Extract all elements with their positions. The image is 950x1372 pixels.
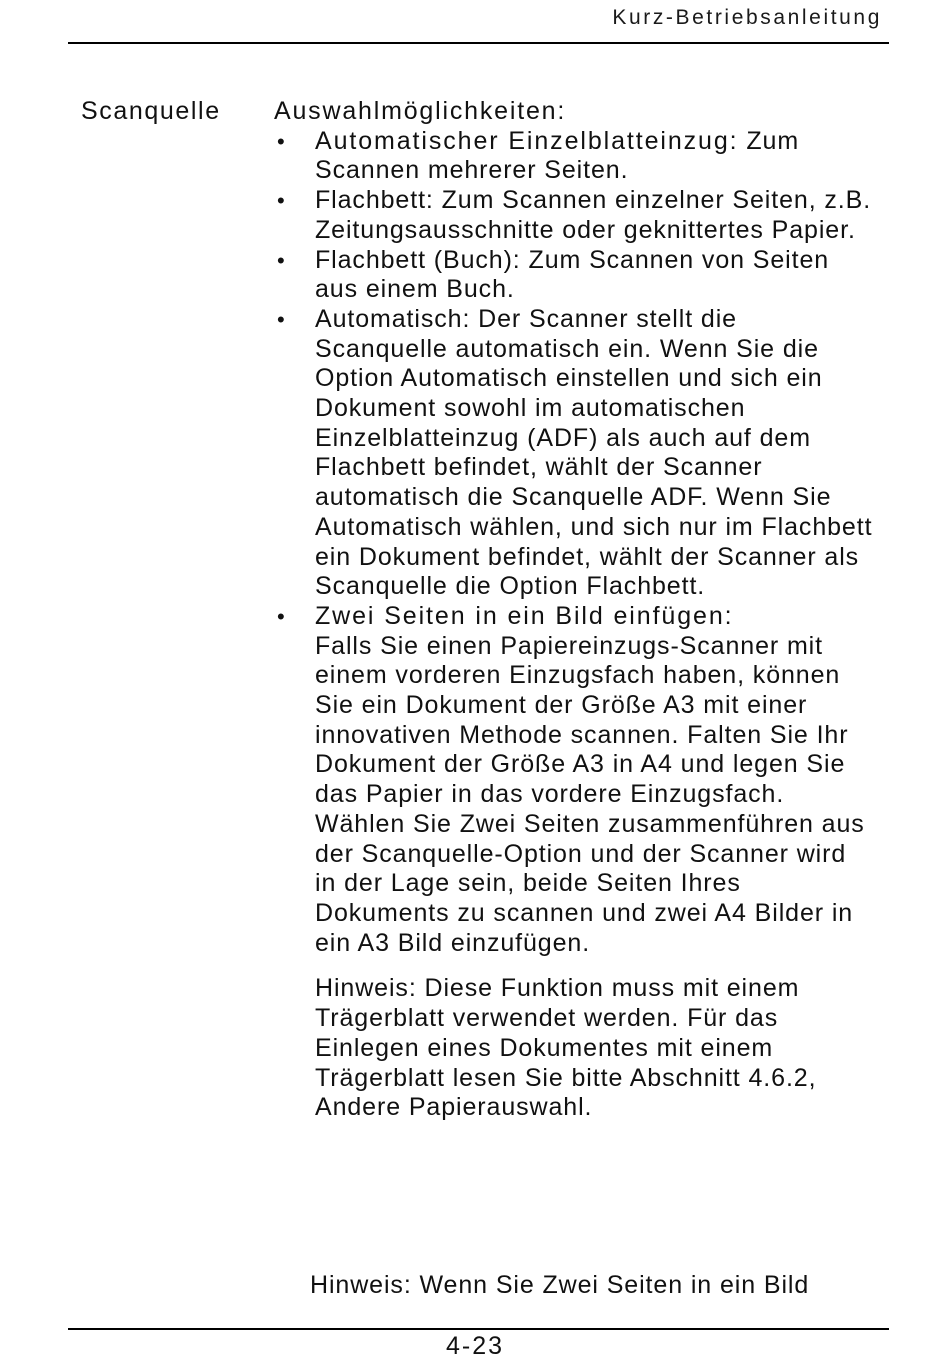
list-item — [274, 246, 874, 305]
option-title: Flachbett: — [315, 186, 434, 215]
header-rule — [68, 42, 889, 44]
options-list — [274, 127, 874, 959]
list-item — [274, 127, 874, 186]
option-text: Zum Scannen mehrerer Seiten. — [315, 126, 800, 185]
list-item — [274, 602, 874, 958]
bullet-icon: • — [277, 128, 286, 154]
list-item — [274, 186, 874, 245]
running-header-title: Kurz-Betriebsanleitung — [612, 6, 882, 29]
note-paragraph-continued: Hinweis: Wenn Sie Zwei Seiten in ein Bild — [310, 1271, 810, 1299]
list-item — [274, 305, 874, 602]
bullet-icon: • — [277, 306, 286, 332]
bullet-icon: • — [277, 188, 286, 214]
definition-term: Scanquelle — [81, 97, 221, 125]
option-text: Zum Scannen von Seiten aus einem Buch. — [315, 245, 830, 304]
option-title: Zwei Seiten in ein Bild einfügen: — [315, 601, 734, 630]
definition-body — [274, 97, 874, 1123]
bullet-icon: • — [277, 247, 286, 273]
bullet-icon: • — [277, 603, 286, 629]
option-text: Zum Scannen einzelner Seiten, z.B. Zeitungsausschnitte oder geknittertes Papier. — [315, 186, 872, 244]
option-title: Automatisch: — [315, 304, 471, 333]
option-title: Flachbett (Buch): — [315, 245, 521, 274]
option-title: Automatischer Einzelblatteinzug: — [315, 126, 739, 155]
option-text: Der Scanner stellt die Scanquelle automatisch ein. Wenn Sie die Option Automatisch einstellen und sich ein Dokument sowohl im automatischen Einzelblatteinzug (ADF) als auch auf dem Flachbett befindet, wählt der Scanner automatisch die Scanquelle ADF. Wenn Sie Automatisch wählen, und sich nur im Flachbett ein Dokument befindet, wählt der Scanner als Scanquelle die Option Flachbett. — [315, 304, 873, 601]
page-number: 4-23 — [445, 1332, 505, 1360]
options-intro: Auswahlmöglichkeiten: — [274, 97, 567, 125]
option-text: Falls Sie einen Papiereinzugs-Scanner mit einem vorderen Einzugsfach haben, können Sie ein Dokument der Größe A3 mit einer innovativen Methode scannen. Falten Sie Ihr Dokument der Größe A3 in A4 und legen Sie das Papier in das vordere Einzugsfach. Wählen Sie Zwei Seiten zusammenführen aus der Scanquelle-Option und der Scanner wird in der Lage sein, beide Seiten Ihres Dokuments zu scannen und zwei A4 Bilder in ein A3 Bild einzufügen. — [315, 631, 865, 957]
note-paragraph: Hinweis: Diese Funktion muss mit einem Trägerblatt verwendet werden. Für das Einlegen eines Dokumentes mit einem Trägerblatt lesen Sie bitte Abschnitt 4.6.2, Andere Papierauswahl. — [315, 974, 817, 1122]
footer-rule — [68, 1328, 889, 1330]
